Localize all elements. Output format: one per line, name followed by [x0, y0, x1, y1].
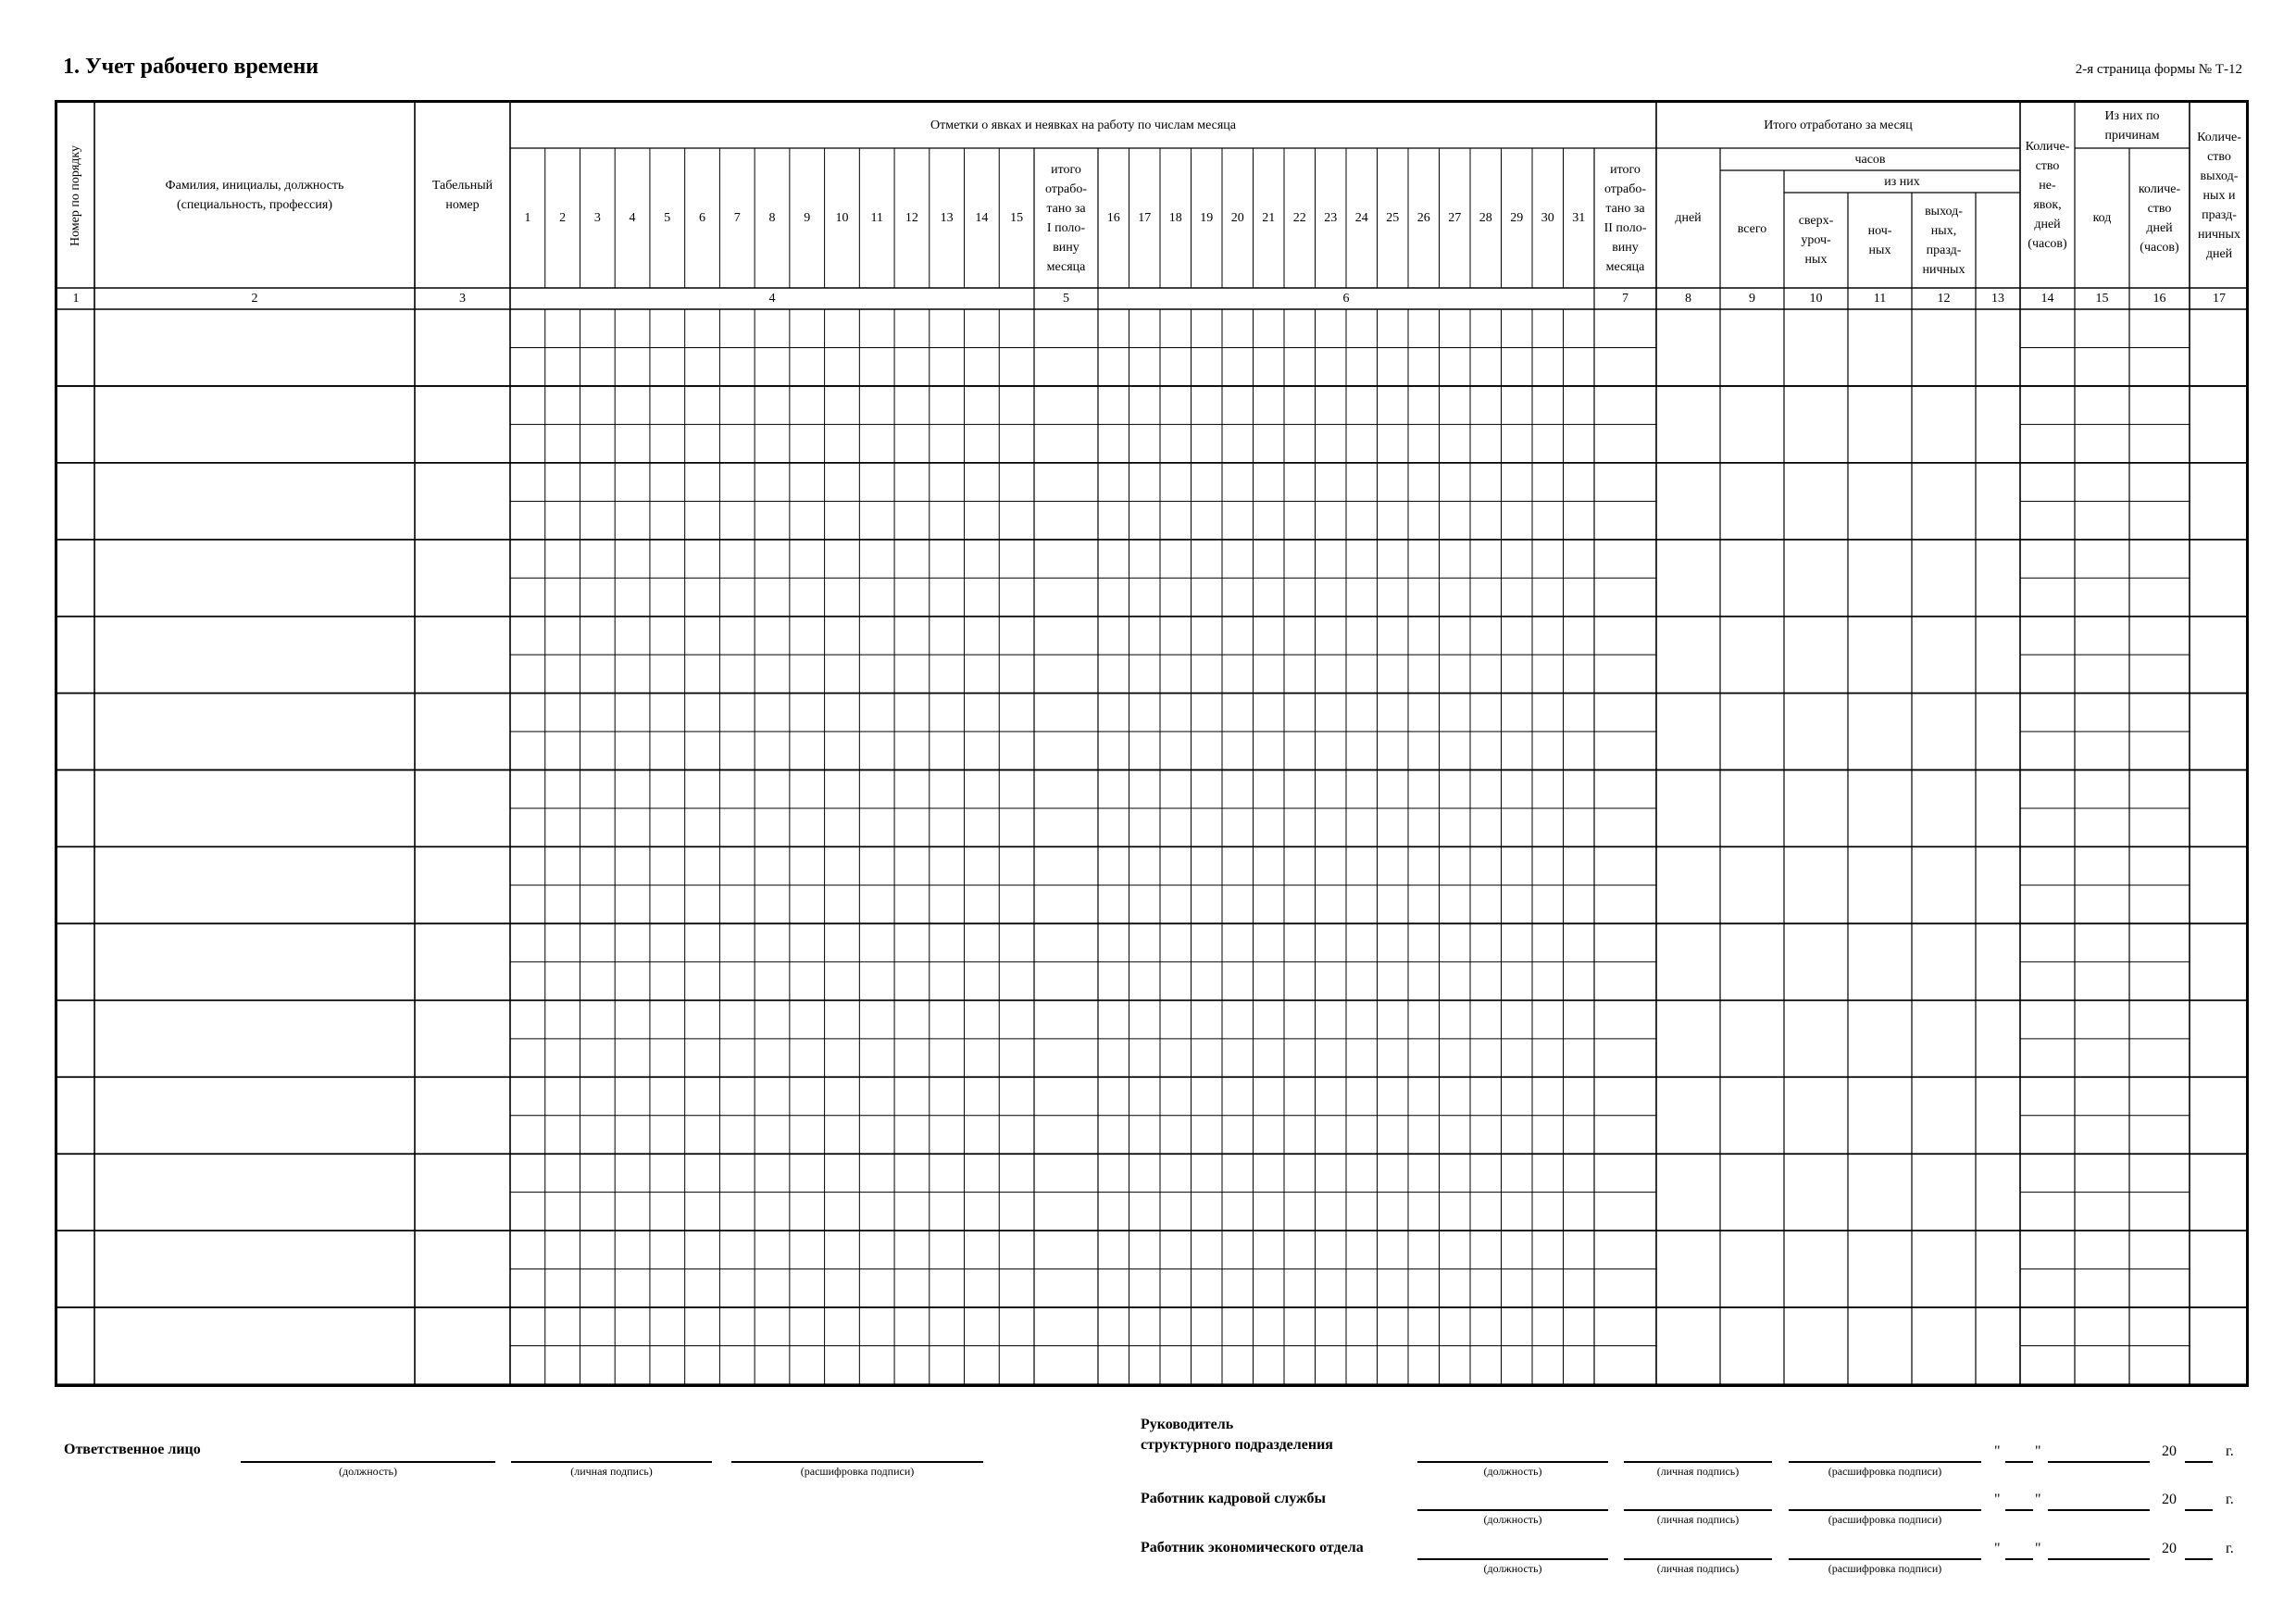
header-half1-total: итого отрабо- тано за I поло- вину месяца [1044, 162, 1088, 274]
day-number-20: 20 [1230, 211, 1244, 225]
head-year-suffix: г. [2226, 1443, 2234, 1459]
econ-signature-caption: (личная подпись) [1656, 1562, 1740, 1575]
header-absences: Количе- ство не- явок, дней (часов) [2025, 140, 2070, 251]
timesheet-table [55, 100, 2249, 1387]
column-number-13: 13 [1991, 292, 2004, 306]
header-attendance-marks: Отметки о явках и неявках на работу по числам месяца [930, 119, 1236, 132]
responsible-person-label: Ответственное лицо [64, 1442, 201, 1457]
column-number-2: 2 [251, 292, 258, 306]
responsible-decoding-caption: (расшифровка подписи) [800, 1465, 915, 1478]
day-number-21: 21 [1262, 211, 1276, 225]
responsible-signature-caption: (личная подпись) [570, 1465, 653, 1478]
day-number-13: 13 [940, 211, 954, 225]
column-number-1: 1 [72, 292, 80, 306]
hr-officer-label: Работник кадровой службы [1141, 1491, 1326, 1506]
head-year-line[interactable] [2185, 1461, 2213, 1463]
econ-position-line[interactable] [1417, 1558, 1608, 1560]
form-title: 1. Учет рабочего времени [63, 55, 319, 79]
hr-signature-line[interactable] [1624, 1509, 1772, 1511]
day-number-25: 25 [1386, 211, 1400, 225]
header-reason-code: код [2092, 211, 2112, 225]
hr-decoding-line[interactable] [1789, 1509, 1981, 1511]
form-reference: 2-я страница формы № Т-12 [2075, 62, 2242, 77]
econ-decoding-caption: (расшифровка подписи) [1828, 1562, 1942, 1575]
head-signature-caption: (личная подпись) [1656, 1465, 1740, 1478]
column-number-14: 14 [2040, 292, 2054, 306]
column-number-11: 11 [1873, 292, 1887, 306]
column-number-15: 15 [2095, 292, 2109, 306]
responsible-decoding-line[interactable] [731, 1461, 983, 1463]
day-number-31: 31 [1572, 211, 1586, 225]
econ-year-prefix: 20 [2162, 1541, 2177, 1556]
day-number-9: 9 [804, 211, 811, 225]
head-position-caption: (должность) [1483, 1465, 1542, 1478]
econ-signature-line[interactable] [1624, 1558, 1772, 1560]
day-number-1: 1 [524, 211, 531, 225]
econ-year-suffix: г. [2226, 1541, 2234, 1556]
hr-position-caption: (должность) [1483, 1513, 1542, 1526]
hr-day-line[interactable] [2005, 1509, 2033, 1511]
day-number-14: 14 [975, 211, 989, 225]
day-number-4: 4 [629, 211, 636, 225]
econ-year-line[interactable] [2185, 1558, 2213, 1560]
hr-date-quote-close: " [2035, 1492, 2041, 1507]
hr-year-suffix: г. [2226, 1492, 2234, 1507]
day-number-28: 28 [1479, 211, 1492, 225]
hr-date-quote-open: " [1994, 1492, 2001, 1507]
head-decoding-caption: (расшифровка подписи) [1828, 1465, 1942, 1478]
head-month-line[interactable] [2048, 1461, 2150, 1463]
column-number-17: 17 [2213, 292, 2226, 306]
day-number-3: 3 [593, 211, 601, 225]
day-number-27: 27 [1448, 211, 1462, 225]
header-month-total: Итого отработано за месяц [1764, 119, 1913, 132]
department-head-label: Руководитель структурного подразделения [1141, 1417, 1333, 1453]
day-number-6: 6 [699, 211, 706, 225]
day-number-2: 2 [559, 211, 567, 225]
column-number-7: 7 [1622, 292, 1628, 306]
hr-month-line[interactable] [2048, 1509, 2150, 1511]
day-number-23: 23 [1324, 211, 1338, 225]
day-number-26: 26 [1416, 211, 1430, 225]
day-number-10: 10 [835, 211, 849, 225]
header-weekend: выход- ных, празд- ничных [1922, 204, 1965, 277]
hr-signature-caption: (личная подпись) [1656, 1513, 1740, 1526]
head-decoding-line[interactable] [1789, 1461, 1981, 1463]
header-holidays: Количе- ство выход- ных и празд- ничных дней [2197, 130, 2241, 261]
responsible-position-line[interactable] [241, 1461, 495, 1463]
econ-date-quote-open: " [1994, 1541, 2001, 1556]
column-number-9: 9 [1749, 292, 1755, 306]
econ-day-line[interactable] [2005, 1558, 2033, 1560]
day-number-8: 8 [768, 211, 776, 225]
head-day-line[interactable] [2005, 1461, 2033, 1463]
econ-date-quote-close: " [2035, 1541, 2041, 1556]
column-number-10: 10 [1809, 292, 1823, 306]
econ-position-caption: (должность) [1483, 1562, 1542, 1575]
responsible-signature-line[interactable] [511, 1461, 712, 1463]
column-number-3: 3 [459, 292, 466, 306]
econ-decoding-line[interactable] [1789, 1558, 1981, 1560]
column-number-16: 16 [2152, 292, 2166, 306]
responsible-position-caption: (должность) [339, 1465, 397, 1478]
day-number-7: 7 [733, 211, 741, 225]
day-number-24: 24 [1354, 211, 1368, 225]
day-number-17: 17 [1138, 211, 1152, 225]
header-hours: часов [1854, 152, 1886, 167]
day-number-22: 22 [1292, 211, 1306, 225]
day-number-12: 12 [905, 211, 918, 225]
day-number-29: 29 [1510, 211, 1524, 225]
day-number-19: 19 [1200, 211, 1214, 225]
head-position-line[interactable] [1417, 1461, 1608, 1463]
economist-label: Работник экономического отдела [1141, 1540, 1364, 1555]
head-date-quote-open: " [1994, 1443, 2001, 1459]
hr-year-prefix: 20 [2162, 1492, 2177, 1507]
head-year-prefix: 20 [2162, 1443, 2177, 1459]
hr-year-line[interactable] [2185, 1509, 2213, 1511]
day-number-15: 15 [1010, 211, 1024, 225]
day-number-11: 11 [870, 211, 883, 225]
header-reason-qty: количе- ство дней (часов) [2138, 181, 2181, 255]
day-number-16: 16 [1106, 211, 1120, 225]
hr-position-line[interactable] [1417, 1509, 1608, 1511]
header-night: ноч- ных [1867, 223, 1892, 257]
header-overtime: сверх- уроч- ных [1798, 214, 1834, 267]
head-signature-line[interactable] [1624, 1461, 1772, 1463]
header-half2-total: итого отрабо- тано за II поло- вину месяца [1603, 162, 1647, 274]
day-number-5: 5 [664, 211, 671, 225]
column-number-5: 5 [1063, 292, 1069, 306]
header-hours-all: всего [1737, 222, 1767, 236]
column-number-6: 6 [1342, 292, 1350, 306]
column-number-8: 8 [1685, 292, 1691, 306]
column-number-12: 12 [1937, 292, 1951, 306]
header-of-them: из них [1884, 174, 1920, 189]
day-number-30: 30 [1541, 211, 1554, 225]
hr-decoding-caption: (расшифровка подписи) [1828, 1513, 1942, 1526]
column-number-4: 4 [768, 292, 776, 306]
header-reasons: Из них по причинам [2104, 108, 2160, 143]
econ-month-line[interactable] [2048, 1558, 2150, 1560]
day-number-18: 18 [1168, 211, 1182, 225]
header-seq-number: Номер по порядку [69, 144, 83, 246]
head-date-quote-close: " [2035, 1443, 2041, 1459]
header-name-position: Фамилия, инициалы, должность (специальность, профессия) [165, 179, 344, 212]
header-tab-number: Табельный номер [431, 179, 493, 212]
header-days: дней [1675, 211, 1702, 225]
